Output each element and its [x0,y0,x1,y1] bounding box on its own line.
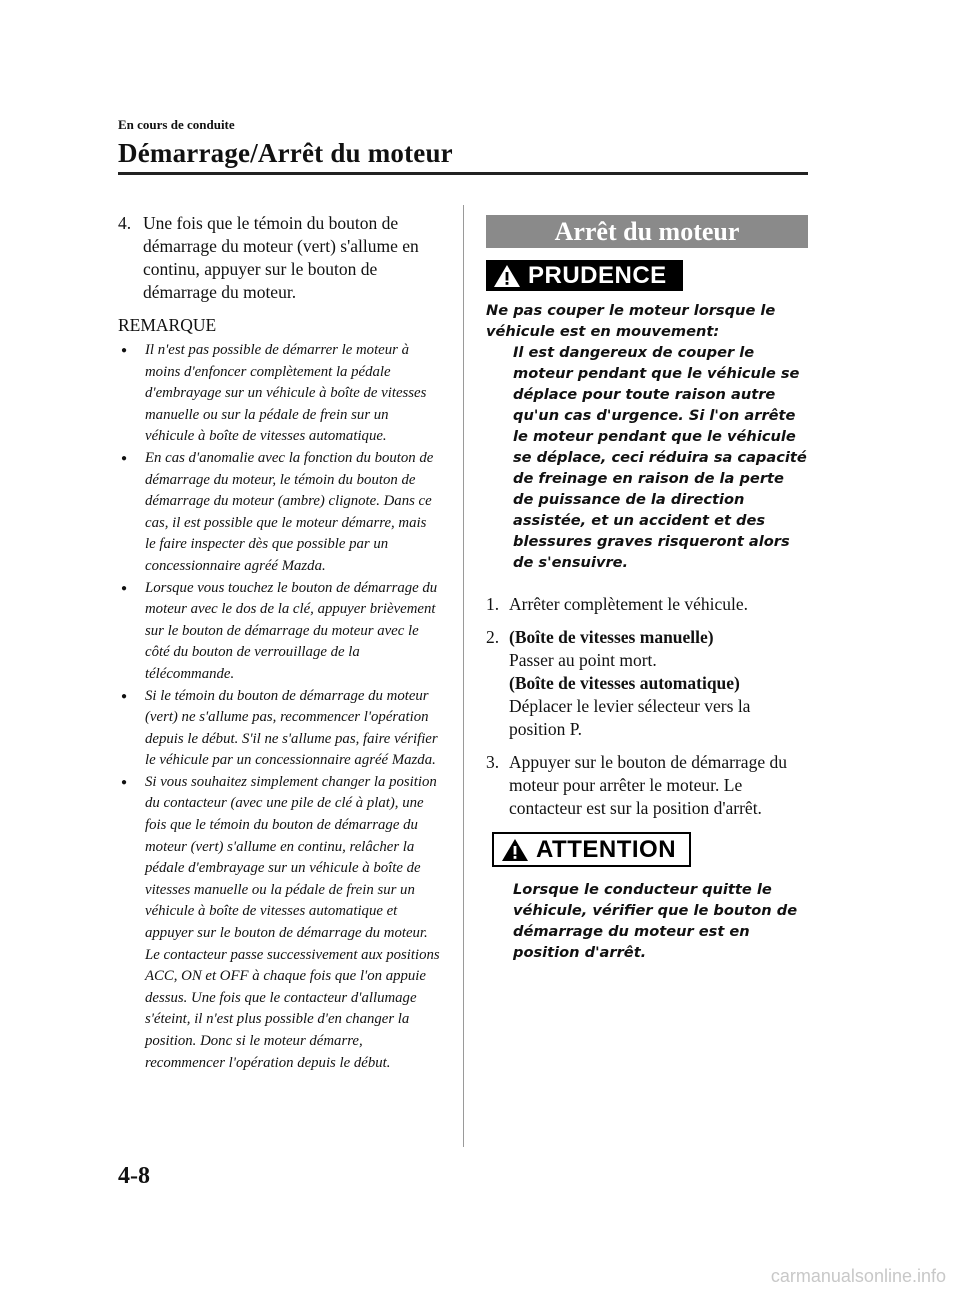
attention-label: ATTENTION [536,835,677,863]
page-header [118,117,808,169]
step-text [509,626,808,741]
step-2 [486,626,808,741]
page-title: Démarrage/Arrêt du moteur [118,138,453,168]
step-text: Arrêter complètement le véhicule. [509,594,749,614]
right-column [486,215,808,963]
step-number: 1. [486,594,500,614]
remark-item [118,772,440,1074]
section-label: En cours de conduite [118,117,235,132]
attention-body: Lorsque le conducteur quitte le véhicule, vérifier que le bouton de démarrage du moteur est en position d'arrêt. [513,881,798,961]
column-divider [463,205,464,1147]
step-text: Une fois que le témoin du bouton de démarrage du moteur (vert) s'allume en continu, appuyer sur le bouton de démarrage du moteur. [143,213,419,302]
section-banner: Arrêt du moteur [486,215,808,248]
remark-item [118,340,440,448]
remark-item [118,578,440,686]
remark-text: Si le témoin du bouton de démarrage du moteur (vert) ne s'allume pas, recommencer l'opération depuis le début. S'il ne s'allume pas, faire vérifier le véhicule par un concessionnaire agréé Mazda. [145,687,438,769]
remark-text: En cas d'anomalie avec la fonction du bouton de démarrage du moteur, le témoin du bouton de démarrage du moteur (ambre) clignote. Dans ce cas, il est possible que le moteur démarre, mais le faire inspecter dès que possible par un concessionnaire agréé Mazda. [145,449,434,574]
auto-heading: (Boîte de vitesses automatique) [509,673,740,693]
remark-text: Lorsque vous touchez le bouton de démarrage du moteur avec le dos de la clé, appuyer brièvement sur le bouton de démarrage du moteur avec le côté du bouton de verrouillage de la télécommande. [145,579,438,682]
remark-list [118,340,440,1074]
prudence-label: PRUDENCE [528,261,667,289]
page-number: 4-8 [118,1163,150,1189]
step-number: 2. [486,627,500,647]
watermark: carmanualsonline.info [770,1266,946,1286]
step-number: 4. [118,213,132,233]
manual-heading: (Boîte de vitesses manuelle) [509,627,714,647]
bullet-dot-icon: ● [121,690,128,702]
bullet-dot-icon: ● [121,452,128,464]
prudence-title: Ne pas couper le moteur lorsque le véhicule est en mouvement: [486,302,776,340]
step-1 [486,593,808,616]
prudence-box [486,260,683,291]
left-column [118,212,440,1074]
warning-triangle-icon [486,264,528,288]
remark-item [118,686,440,772]
remark-text: Si vous souhaitez simplement changer la position du contacteur (avec une pile de clé à plat), une fois que le témoin du bouton de démarrage du moteur (vert) s'allume en continu, relâcher la pédale d'embrayage sur un véhicule à boîte de vitesses manuelle ou la pédale de frein sur un véhicule à boîte de vitesses automatique et appuyer sur le bouton de démarrage du moteur. Le contacteur passe successivement aux positions ACC, ON et OFF à chaque fois que l'on appuie dessus. Une fois que le contacteur d'allumage s'éteint, il n'est plus possible d'en changer la position. Donc si le moteur démarre, recommencer l'opération depuis le début. [145,773,440,1071]
step-3 [486,751,808,820]
attention-box [492,832,691,867]
remark-item [118,448,440,578]
bullet-dot-icon: ● [121,582,128,594]
step-number: 3. [486,752,500,772]
remark-heading: REMARQUE [118,315,217,335]
step-4 [118,212,440,304]
auto-text: Déplacer le levier sélecteur vers la position P. [509,696,751,739]
manual-text: Passer au point mort. [509,650,657,670]
bullet-dot-icon: ● [121,345,128,356]
title-rule [118,172,808,175]
remark-text: Il n'est pas possible de démarrer le moteur à moins d'enfoncer complètement la pédale d'embrayage sur un véhicule à boîte de vitesses manuelle ou sur la pédale de frein sur un véhicule à boîte de vitesses automatique. [145,342,427,445]
step-text: Appuyer sur le bouton de démarrage du moteur pour arrêter le moteur. Le contacteur est sur la position d'arrêt. [509,752,787,818]
warning-triangle-icon [494,838,536,862]
bullet-dot-icon: ● [121,776,128,788]
prudence-body: Il est dangereux de couper le moteur pendant que le véhicule se déplace pour toute raison autre qu'un cas d'urgence. Si l'on arrête le moteur pendant que le véhicule se déplace, ceci réduira sa capacité de freinage en raison de la perte de puissance de la direction assistée, et un accident et des blessures graves risqueront alors de s'ensuivre. [513,344,807,571]
stop-steps [486,593,808,820]
